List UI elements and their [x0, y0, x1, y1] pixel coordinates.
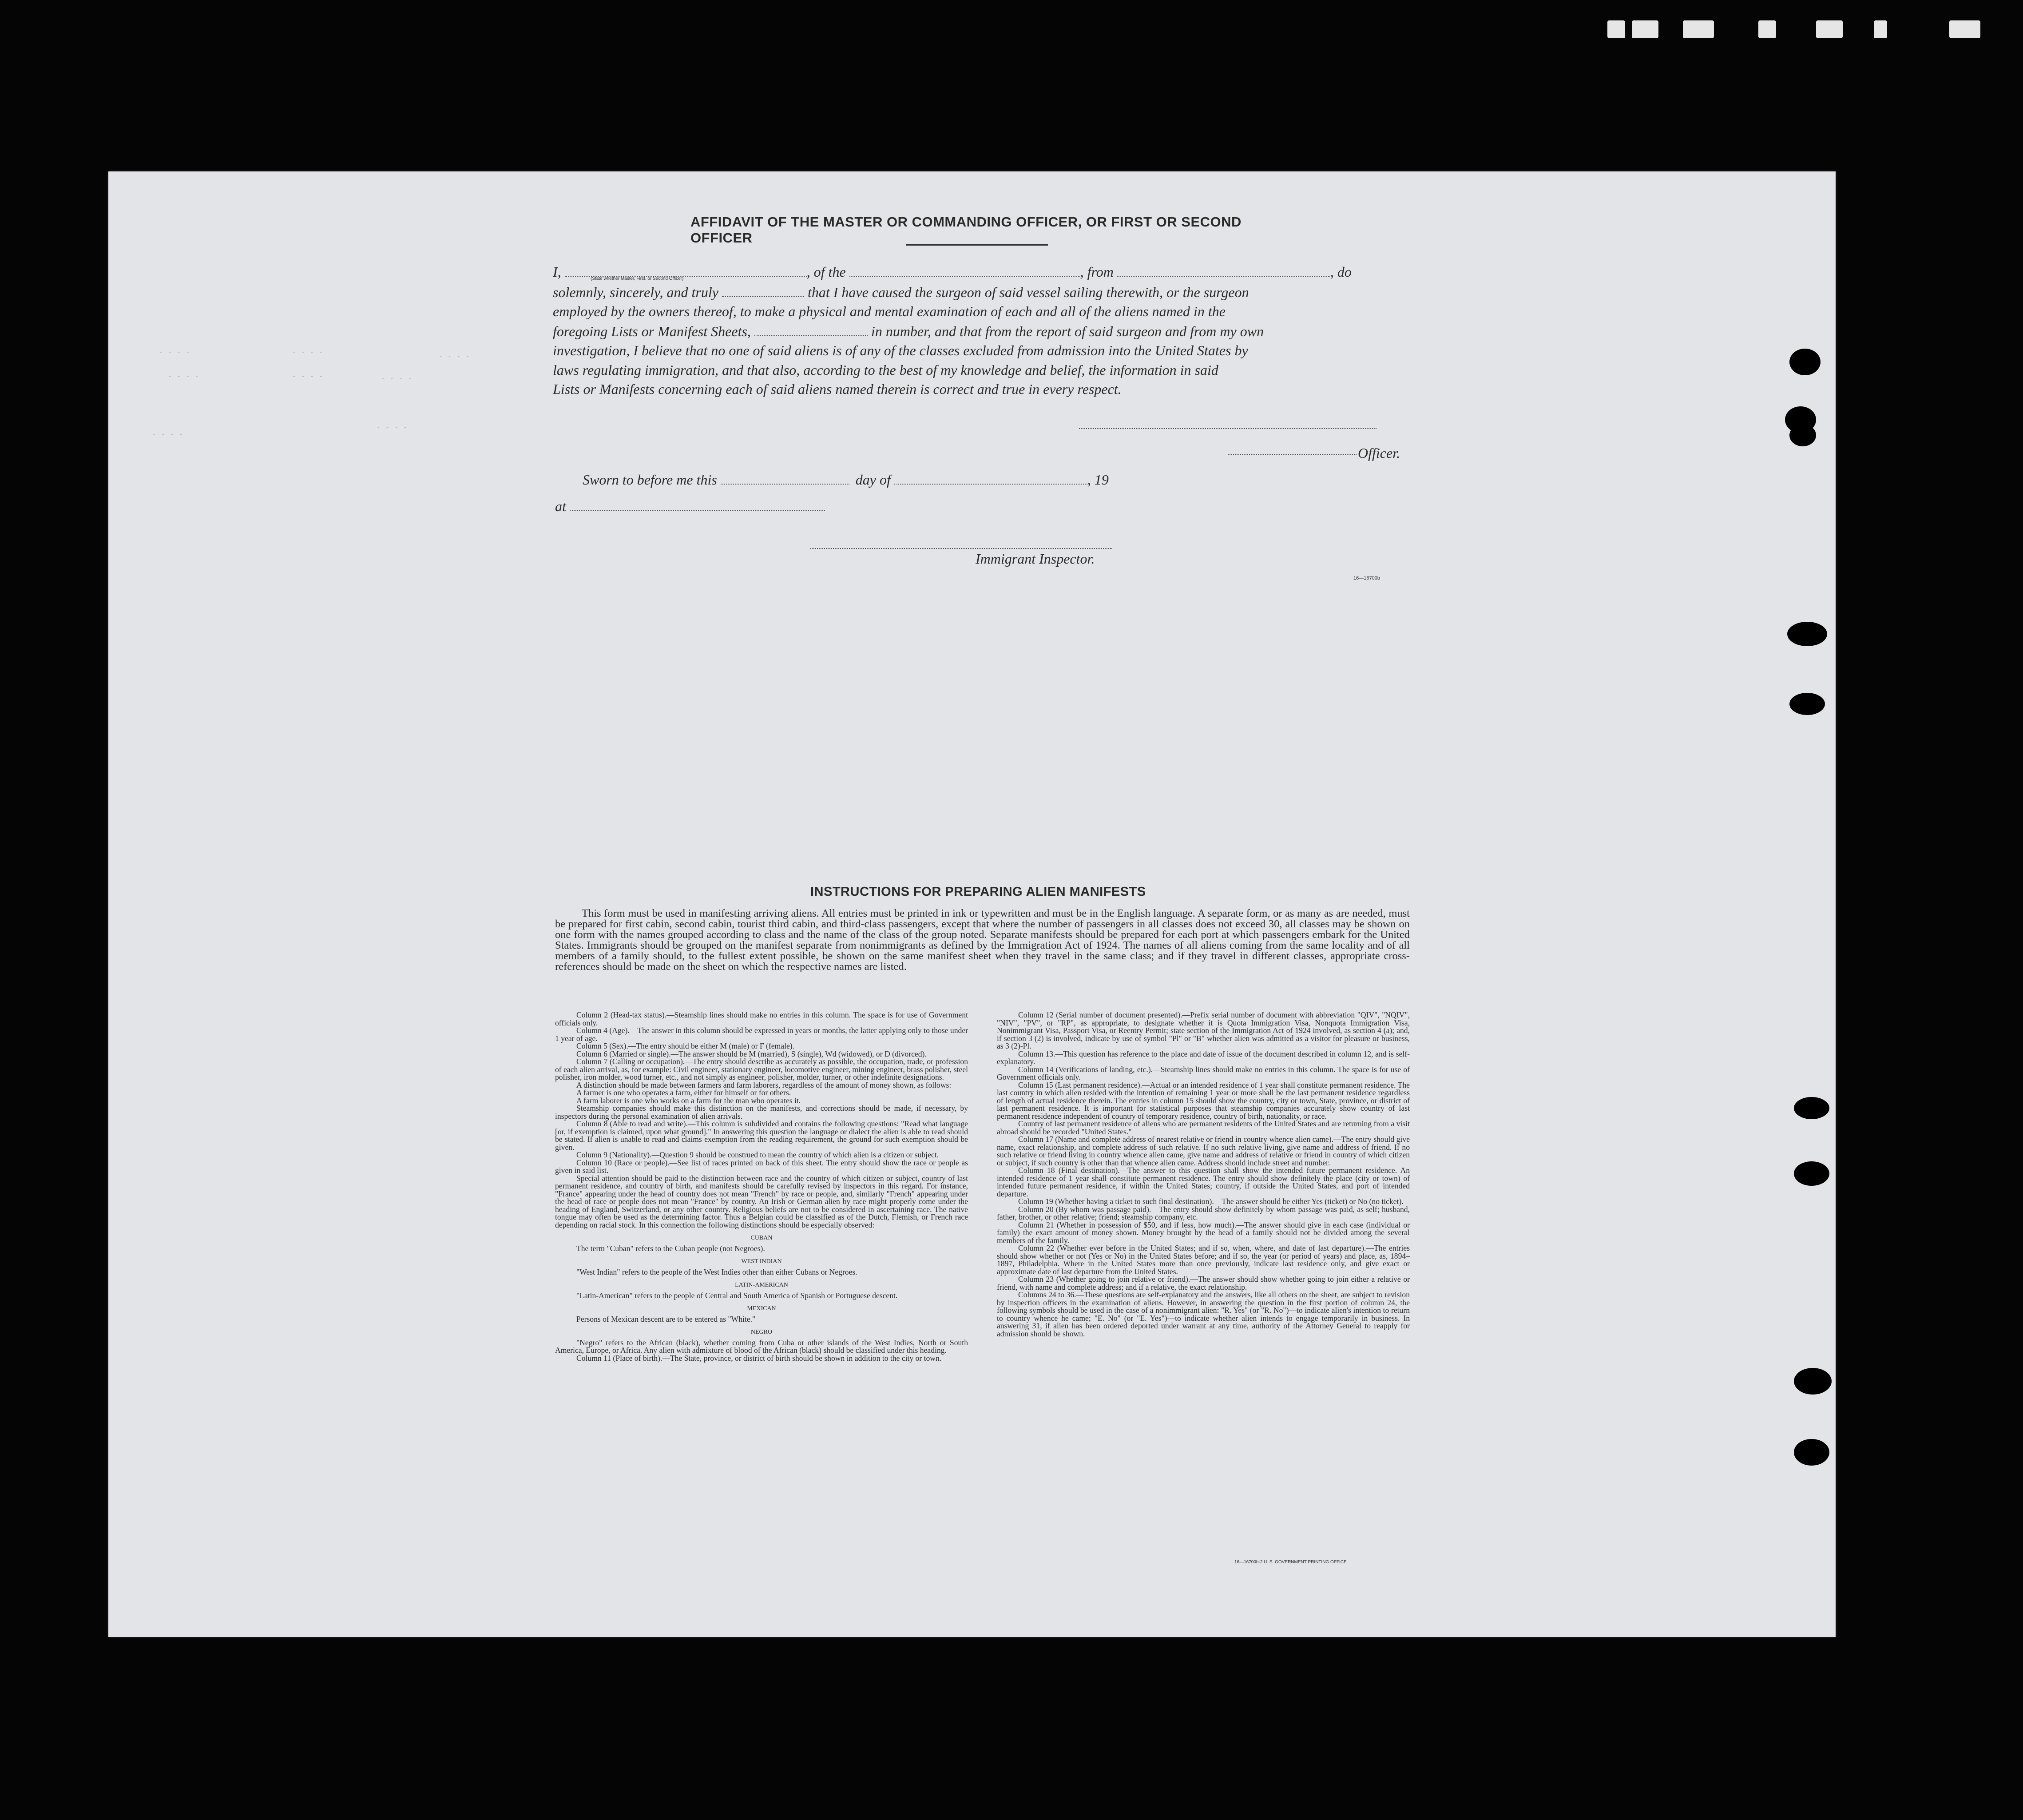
binder-hole	[1794, 1368, 1832, 1395]
binder-hole	[1789, 349, 1821, 375]
binder-hole	[1789, 424, 1816, 446]
instruction-paragraph: Column 19 (Whether having a ticket to such final destination).—The answer should be either Yes (ticket) or No (no ticket).	[1018, 1197, 1404, 1206]
stray-marks: - - - -	[160, 349, 192, 355]
section-heading-mexican: MEXICAN	[747, 1305, 776, 1312]
binder-hole	[1794, 1439, 1829, 1466]
affidavit-line-2: solemnly, sincerely, and truly that I have caused the surgeon of said vessel sailing therewith, or the surgeon	[553, 284, 1249, 300]
section-heading-latin-american: LATIN-AMERICAN	[735, 1282, 788, 1288]
instruction-paragraph: Column 23 (Whether going to join relative or friend).—The answer should show whether going to join either a relative or friend, with name and complete address; and if a relative, the exact relationship.	[997, 1275, 1410, 1291]
instruction-paragraph: Column 21 (Whether in possession of $50, and if less, how much).—The answer should give in each case (individual or family) the exact amount of money shown. Money brought by the head of a family should not be divided among the several members of the family.	[997, 1220, 1410, 1245]
instruction-paragraph: Column 9 (Nationality).—Question 9 should be construed to mean the country of which alien is a citizen or subject.	[576, 1150, 939, 1159]
inspector-signature-line[interactable]	[810, 547, 1112, 549]
printing-office-imprint: 16—16700b-2 U. S. GOVERNMENT PRINTING OFFICE	[1234, 1560, 1347, 1565]
place-blank[interactable]	[570, 510, 825, 511]
instruction-paragraph: Column 8 (Able to read and write).—This column is subdivided and contains the following questions: "Read what language [or, if exemption is claimed, upon what ground]." In answering this question the language or dialect the alien is able to read should be stated. If alien is unable to read and claims exemption from the reading requirement, the ground for such exemption should be given.	[555, 1119, 968, 1152]
binder-hole	[1794, 1097, 1829, 1119]
instruction-paragraph: Special attention should be paid to the distinction between race and the country of which citizen or subject, country of last permanent residence, and country of birth, and manifests should be carefully revised by inspectors in this regard. For instance, "France" appearing under the head of country does not mean "French" by race or people, and, similarly "French" appearing under the head of race or people does not mean "France" by country. An Irish or German alien by race might properly come under the heading of England, Switzerland, or any other country. Religious beliefs are not to be considered in ascertaining race. The native tongue may often be used as the determining factor. Thus a Belgian could be classified as of the Dutch, Flemish, or French race depending on racial stock. In this connection the following distinctions should be especially observed:	[555, 1173, 968, 1229]
section-heading-west-indian: WEST INDIAN	[741, 1258, 782, 1265]
section-heading-negro: NEGRO	[750, 1329, 773, 1335]
instruction-paragraph: Column 7 (Calling or occupation).—The entry should describe as accurately as possible, the occupation, trade, or profession of each alien arrival, as, for example: Civil engineer, stationary engineer, locomotive engineer, mining engineer, brass polisher, steel polisher, iron molder, wood turner, etc., and not simply as engineer, polisher, molder, turner, or other indefinite designations.	[555, 1057, 968, 1081]
instruction-paragraph: A farmer is one who operates a farm, either for himself or for others.	[576, 1088, 791, 1097]
instruction-paragraph: Columns 24 to 36.—These questions are self-explanatory and the answers, like all others on the sheet, are subject to revision by inspection officers in the examination of aliens. However, in answering the question in the first portion of column 24, the following symbols should be used in the case of a nonimmigrant alien: "R. Yes" (or "R. No")—to indicate alien's intention to return to country whence he came; "E. No" (or "E. Yes")—to indicate whether alien intends to engage temporarily in business. In answering 31, if alien has been ordered deported under warrant at any time, authority of the Attorney General to reapply for admission should be shown.	[997, 1290, 1410, 1338]
oath-blank[interactable]	[722, 296, 804, 297]
instruction-paragraph: Column 22 (Whether ever before in the United States; and if so, when, where, and date of last departure).—The entries should show whether or not (Yes or No) in the United States before; and if so, the year (or period of years) and place, as, 1894–1897, Philadelphia. Where in the United States more than once previously, indicate last residence only, and give exact or approximate date of last departure from the United States.	[997, 1244, 1410, 1276]
affidavit-title: AFFIDAVIT OF THE MASTER OR COMMANDING OFFICER, OR FIRST OR SECOND OFFICER	[690, 214, 1242, 246]
instruction-paragraph: Column 12 (Serial number of document presented).—Prefix serial number of document with abbreviation "QIV", "NQIV", "NIV", "PV", or "RP", as appropriate, to designate whether it is Quota Immigration Visa, Nonquota Immigration Visa, Nonimmigrant Visa, Passport Visa, or Reentry Permit; state section of the Immigration Act of 1924 involved, as section 4 (a); and, if section 3 (2) is involved, indicate by use of symbol "Pl" or "B" whether alien was admitted as a visitor for pleasure or business, as 3 (2)-Pl.	[997, 1010, 1410, 1050]
instruction-paragraph: A farm laborer is one who works on a farm for the man who operates it.	[576, 1096, 801, 1105]
affidavit-line-5: investigation, I believe that no one of said aliens is of any of the classes excluded from admission into the United States by	[553, 342, 1248, 358]
sworn-day-blank[interactable]	[721, 483, 849, 485]
instruction-paragraph: Column 4 (Age).—The answer in this column should be expressed in years or months, the latter applying only to those under 1 year of age.	[555, 1026, 968, 1043]
instruction-paragraph: Column 17 (Name and complete address of nearest relative or friend in country whence alien came).—The entry should give name, exact relationship, and complete address of such relative. If no such relative living, give name and address of friend. If no such relative or friend living in country whence alien came, give name and address of relative or friend in country of which citizen or subject, if such country is other than that whence alien came. Address should include street and number.	[997, 1135, 1410, 1167]
officer-signature-line[interactable]	[1228, 453, 1357, 455]
instruction-paragraph: Column 15 (Last permanent residence).—Actual or an intended residence of 1 year shall constitute permanent residence. The last country in which alien resided with the intention of remaining 1 year or more shall be the last permanent residence regardless of length of actual residence therein. The entries in column 15 should show the country, city or town, State, province, or district of last permanent residence. It is important for statistical purposes that steamship companies accurately show country of last permanent residence independent of country of temporary residence, country of birth, nationality, or race.	[997, 1080, 1410, 1121]
officer-label: Officer.	[1358, 445, 1400, 461]
vessel-blank[interactable]	[849, 275, 1080, 277]
instruction-paragraph: Column 14 (Verifications of landing, etc.).—Steamship lines should make no entries in this column. The space is for use of Government officials only.	[997, 1065, 1410, 1081]
sheets-count-blank[interactable]	[754, 335, 868, 336]
instructions-right-column	[997, 1011, 1410, 1338]
stray-marks: - - - -	[440, 353, 472, 360]
affidavit-line-1: I, , of the , from , do	[553, 264, 1352, 280]
rank-hint: (State whether Master, First, or Second Officer)	[591, 276, 684, 281]
instruction-paragraph: The term "Cuban" refers to the Cuban people (not Negroes).	[576, 1244, 765, 1253]
instruction-paragraph: Persons of Mexican descent are to be entered as "White."	[576, 1314, 756, 1323]
stray-marks: - - - -	[293, 349, 325, 355]
instruction-paragraph: Column 10 (Race or people).—See list of races printed on back of this sheet. The entry should show the race or people as given in said list.	[555, 1158, 968, 1175]
title-underline	[906, 244, 1048, 246]
stray-marks: - - - -	[153, 431, 185, 437]
section-heading-cuban: CUBAN	[750, 1235, 773, 1241]
signature-line[interactable]	[1079, 427, 1376, 429]
affidavit-line-3: employed by the owners thereof, to make a physical and mental examination of each and all of the aliens named in the	[553, 303, 1226, 319]
instruction-paragraph: Column 13.—This question has reference to the place and date of issue of the document described in column 12, and is self-explanatory.	[997, 1049, 1410, 1066]
stray-marks: - - - -	[169, 373, 201, 380]
instructions-left-column	[555, 1011, 968, 1362]
instruction-paragraph: Column 2 (Head-tax status).—Steamship lines should make no entries in this column. The space is for use of Government officials only.	[555, 1010, 968, 1027]
stray-marks: - - - -	[382, 375, 414, 382]
binder-hole	[1794, 1161, 1829, 1186]
sworn-month-blank[interactable]	[894, 483, 1087, 485]
instruction-paragraph: Column 11 (Place of birth).—The State, province, or district of birth should be shown in addition to the city or town.	[576, 1353, 942, 1363]
stray-marks: - - - -	[377, 424, 409, 431]
affidavit-line-4: foregoing Lists or Manifest Sheets, in number, and that from the report of said surgeon and from my own	[553, 323, 1264, 339]
instruction-paragraph: Column 18 (Final destination).—The answer to this question shall show the intended future permanent residence. An intended residence of 1 year shall constitute permanent residence. The entry should show definitely the place (city or town) of intended future permanent residence, if within the United States; country, if outside the United States, and port of intended departure.	[997, 1166, 1410, 1198]
inspector-label: Immigrant Inspector.	[976, 551, 1095, 567]
stray-marks: - - - -	[293, 373, 325, 380]
instruction-paragraph: Column 20 (By whom was passage paid).—The entry should show definitely by whom passage was paid, as self; husband, father, brother, or other relative; friend; steamship company, etc.	[997, 1204, 1410, 1221]
port-blank[interactable]	[1117, 275, 1330, 277]
instruction-paragraph: "West Indian" refers to the people of the West Indies other than either Cubans or Negroes.	[576, 1267, 857, 1276]
binder-hole	[1789, 693, 1825, 715]
binder-hole	[1787, 622, 1827, 646]
sworn-line: Sworn to before me this day of , 19	[583, 472, 1109, 488]
instruction-paragraph: Steamship companies should make this distinction on the manifests, and corrections should be made, if necessary, by inspectors during the personal examination of alien arrivals.	[555, 1104, 968, 1121]
instruction-paragraph: "Latin-American" refers to the people of Central and South America of Spanish or Portuguese descent.	[576, 1291, 898, 1300]
instruction-paragraph: Column 6 (Married or single).—The answer should be M (married), S (single), Wd (widowed), or D (divorced).	[576, 1049, 927, 1058]
at-line: at	[555, 498, 825, 515]
instruction-paragraph: Column 5 (Sex).—The entry should be either M (male) or F (female).	[576, 1041, 795, 1050]
instruction-paragraph: A distinction should be made between farmers and farm laborers, regardless of the amount of money shown, as follows:	[576, 1080, 952, 1089]
instruction-paragraph: Country of last permanent residence of aliens who are permanent residents of the United States and are returning from a visit abroad should be recorded "United States."	[997, 1119, 1410, 1136]
instruction-paragraph: "Negro" refers to the African (black), whether coming from Cuba or other islands of the West Indies, North or South America, Europe, or Africa. Any alien with admixture of blood of the African (black) should be classified under this heading.	[555, 1338, 968, 1355]
affidavit-line-6: laws regulating immigration, and that also, according to the best of my knowledge and belief, the information in said	[553, 362, 1218, 378]
instructions-title: INSTRUCTIONS FOR PREPARING ALIEN MANIFESTS	[810, 885, 1146, 899]
instructions-intro: This form must be used in manifesting arriving aliens. All entries must be printed in ink or typewritten and must be in the English language. A separate form, or as many as are needed, must be prepared for first cabin, second cabin, tourist third cabin, and third-class passengers, except that where the number of passengers in all classes does not exceed 30, all classes may be shown on one form with the names grouped according to class and the name of the class of the group noted. Separate manifests should be prepared for each port at which passengers embark for the United States. Immigrants should be grouped on the manifest separate from nonimmigrants as defined by the Immigration Act of 1924. The names of all aliens coming from the same locality and of all members of a family should, to the fullest extent possible, be shown on the same manifest sheet when they travel in the same class; and if they travel in different classes, appropriate cross-references should be made on the sheet on which the respective names are listed.	[555, 907, 1410, 973]
affidavit-line-7: Lists or Manifests concerning each of said aliens named therein is correct and true in every respect.	[553, 381, 1122, 397]
form-number: 16—16700b	[1353, 576, 1380, 581]
film-edge-marks	[1607, 16, 2007, 43]
